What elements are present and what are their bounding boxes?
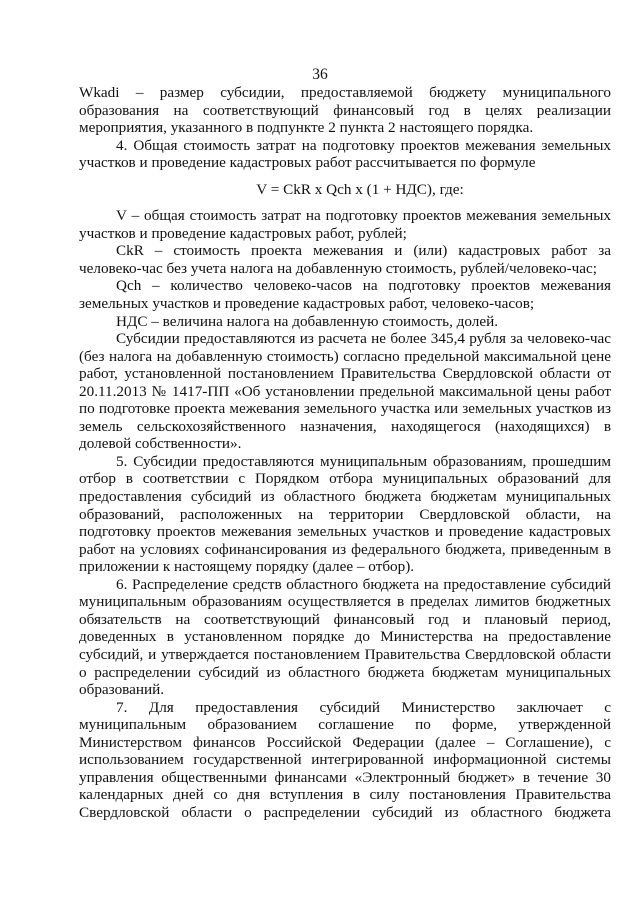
paragraph-subsidy-rate: Субсидии предоставляются из расчета не более 345,4 рубля за человеко-час (без налога на добавленную стоимость) согласно предельной максимальной цене работ, установленной постановлением Правительства Свердловской области от 20.11.2013 № 1417-ПП «Об установлении предельной максимальной цены работ по подготовке проекта межевания земельного участка или земельных участков из земель сельскохозяйственного назначения, находящегося (находящихся) в долевой собственности». xyxy=(79,330,611,453)
document-body xyxy=(79,84,611,821)
definition-nds: НДС – величина налога на добавленную стоимость, долей. xyxy=(116,312,499,330)
paragraph-5: 5. Субсидии предоставляются муниципальным образованиям, прошедшим отбор в соответствии с Порядком отбора муниципальных образований для предоставления субсидий из областного бюджета бюджетам муниципальных образований, расположенных на территории Свердловской области, на подготовку проектов межевания земельных участков и проведение кадастровых работ на условиях софинансирования из федерального бюджета, приведенным в приложении к настоящему порядку (далее – отбор). xyxy=(79,452,611,576)
cost-formula: V = CkR x Qch x (1 + НДС), где: xyxy=(256,180,464,198)
definition-qch: Qch – количество человеко-часов на подготовку проектов межевания земельных участков и проведение кадастровых работ, человеко-часов; xyxy=(79,277,611,313)
definition-ckr: CkR – стоимость проекта межевания и (или) кадастровых работ за человеко-час без учета налога на добавленную стоимость, рублей/человеко-час; xyxy=(79,242,611,277)
paragraph-6: 6. Распределение средств областного бюджета на предоставление субсидий муниципальным образованиям осуществляется в пределах лимитов бюджетных обязательств на соответствующий финансовый год и плановый период, доведенных в установленном порядке до Министерства на предоставление субсидий, и утверждается постановлением Правительства Свердловской области о распределении субсидий из областного бюджета бюджетам муниципальных образований. xyxy=(79,575,611,699)
definition-v: V – общая стоимость затрат на подготовку проектов межевания земельных участков и проведение кадастровых работ, рублей; xyxy=(79,207,611,242)
paragraph-7: 7. Для предоставления субсидий Министерство заключает с муниципальным образованием соглашение по форме, утвержденной Министерством финансов Российской Федерации (далее – Соглашение), с использованием государственной интегрированной информационной системы управления общественными финансами «Электронный бюджет» в течение 30 календарных дней со дня вступления в силу постановления Правительства Свердловской области о распределении субсидий из областного бюджета xyxy=(79,698,611,821)
paragraph-wkadi-definition: Wkadi – размер субсидии, предоставляемой бюджету муниципального образования на соответствующий финансовый год в целях реализации мероприятия, указанного в подпункте 2 пункта 2 настоящего порядка. xyxy=(79,84,611,137)
paragraph-4: 4. Общая стоимость затрат на подготовку проектов межевания земельных участков и проведение кадастровых работ рассчитывается по формуле xyxy=(79,136,611,172)
page-number: 36 xyxy=(312,66,328,83)
